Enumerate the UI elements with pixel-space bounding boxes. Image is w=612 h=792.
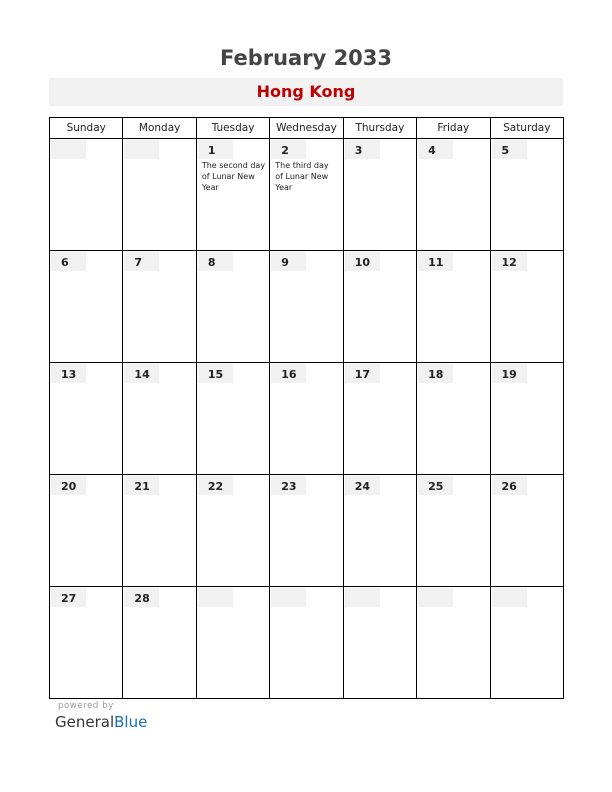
day-number: 16: [271, 364, 306, 383]
day-cell[interactable]: [196, 587, 269, 699]
day-number: 24: [345, 476, 380, 495]
day-number: 22: [198, 476, 233, 495]
day-cell[interactable]: [417, 475, 490, 587]
day-number: 17: [345, 364, 380, 383]
day-cell[interactable]: [196, 363, 269, 475]
day-number: 27: [51, 588, 86, 607]
weekday-wednesday: Wednesday: [270, 118, 343, 139]
day-number: 14: [124, 364, 159, 383]
day-cell[interactable]: [417, 251, 490, 363]
day-number: 21: [124, 476, 159, 495]
calendar-title: February 2033: [219, 46, 393, 70]
day-number: 23: [271, 476, 306, 495]
day-cell[interactable]: [123, 139, 196, 251]
weekday-tuesday: Tuesday: [196, 118, 269, 139]
day-number: 3: [345, 140, 380, 159]
day-cell[interactable]: [343, 139, 416, 251]
day-cell[interactable]: [417, 363, 490, 475]
week-row: [50, 139, 564, 251]
day-number: [124, 140, 159, 159]
day-number: 15: [198, 364, 233, 383]
day-number: 26: [492, 476, 527, 495]
day-cell[interactable]: [50, 363, 123, 475]
weekday-header-row: [50, 118, 564, 139]
day-cell[interactable]: [123, 251, 196, 363]
day-cell[interactable]: [123, 475, 196, 587]
day-cell[interactable]: [343, 587, 416, 699]
week-row: [50, 587, 564, 699]
day-cell[interactable]: [417, 587, 490, 699]
day-cell[interactable]: [490, 139, 563, 251]
day-number: [492, 588, 527, 607]
calendar-grid: [49, 117, 564, 699]
day-cell[interactable]: [343, 363, 416, 475]
day-cell[interactable]: [343, 251, 416, 363]
weekday-saturday: Saturday: [490, 118, 563, 139]
day-number: 8: [198, 252, 233, 271]
weekday-sunday: Sunday: [50, 118, 123, 139]
day-number: 28: [124, 588, 159, 607]
day-cell[interactable]: [270, 139, 343, 251]
day-number: 25: [418, 476, 453, 495]
week-row: [50, 475, 564, 587]
day-cell[interactable]: [50, 139, 123, 251]
day-cell[interactable]: [490, 587, 563, 699]
day-cell[interactable]: [196, 251, 269, 363]
day-cell[interactable]: [490, 251, 563, 363]
day-cell[interactable]: [417, 139, 490, 251]
day-cell[interactable]: [270, 251, 343, 363]
day-number: 6: [51, 252, 86, 271]
day-number: 7: [124, 252, 159, 271]
day-number: [271, 588, 306, 607]
day-cell[interactable]: [490, 475, 563, 587]
day-number: 4: [418, 140, 453, 159]
day-number: [51, 140, 86, 159]
day-cell[interactable]: [196, 139, 269, 251]
day-cell[interactable]: [123, 587, 196, 699]
week-row: [50, 363, 564, 475]
day-cell[interactable]: [50, 587, 123, 699]
weekday-monday: Monday: [123, 118, 196, 139]
day-cell[interactable]: [50, 251, 123, 363]
day-cell[interactable]: [270, 587, 343, 699]
day-cell[interactable]: [123, 363, 196, 475]
day-number: [198, 588, 233, 607]
day-number: 19: [492, 364, 527, 383]
day-cell[interactable]: [490, 363, 563, 475]
weekday-thursday: Thursday: [343, 118, 416, 139]
day-number: [418, 588, 453, 607]
day-number: 13: [51, 364, 86, 383]
day-number: 9: [271, 252, 306, 271]
day-number: 12: [492, 252, 527, 271]
day-cell[interactable]: [50, 475, 123, 587]
week-row: [50, 251, 564, 363]
day-cell[interactable]: [270, 475, 343, 587]
weekday-friday: Friday: [417, 118, 490, 139]
day-number: [345, 588, 380, 607]
day-cell[interactable]: [196, 475, 269, 587]
powered-by-label: powered by: [58, 701, 114, 711]
day-number: 10: [345, 252, 380, 271]
day-number: 1: [198, 140, 233, 159]
holiday-label: The third day of Lunar New Year: [275, 161, 329, 192]
brand-logo[interactable]: [55, 713, 147, 731]
brand-text-blue: Blue: [114, 713, 148, 731]
day-number: 20: [51, 476, 86, 495]
region-name: Hong Kong: [256, 82, 356, 101]
holiday-label: The second day of Lunar New Year: [201, 161, 266, 192]
day-cell[interactable]: [270, 363, 343, 475]
day-number: 5: [492, 140, 527, 159]
day-number: 2: [271, 140, 306, 159]
day-cell[interactable]: [343, 475, 416, 587]
day-number: 18: [418, 364, 453, 383]
brand-text-general: General: [55, 713, 115, 731]
region-bar: [49, 78, 563, 106]
day-number: 11: [418, 252, 453, 271]
